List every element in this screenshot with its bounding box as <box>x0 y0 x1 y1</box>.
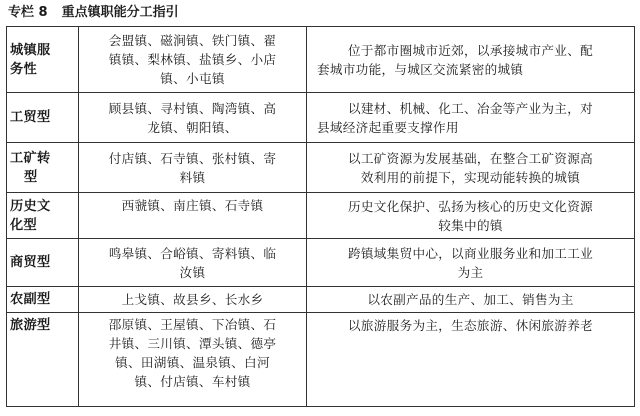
town-list-cell: 西虢镇、南庄镇、石寺镇 <box>79 193 307 239</box>
function-description-cell: 历史文化保护、弘扬为核心的历史文化资源 较集中的镇 <box>307 193 635 239</box>
function-description-cell: 以建材、机械、化工、冶金等产业为主，对 县域经济起重要支撑作用 <box>307 93 635 143</box>
town-type-cell: 农副型 <box>7 287 79 313</box>
function-description-cell: 以工矿资源为发展基础，在整合工矿资源高 效利用的前提下，实现动能转换的城镇 <box>307 143 635 193</box>
document-page <box>6 0 634 416</box>
town-list-cell: 上戈镇、故县乡、长水乡 <box>79 287 307 313</box>
table-row <box>7 287 635 313</box>
function-description-cell: 位于都市圈城市近郊，以承接城市产业、配 套城市功能，与城区交流紧密的城镇 <box>307 27 635 93</box>
table-row <box>7 27 635 93</box>
town-list-cell: 顾县镇、寻村镇、陶湾镇、高 龙镇、朝阳镇、 <box>79 93 307 143</box>
table-row <box>7 93 635 143</box>
table-row <box>7 313 635 407</box>
town-type-cell: 工矿转 型 <box>7 143 79 193</box>
table-heading <box>6 0 634 26</box>
town-type-cell: 旅游型 <box>7 313 79 407</box>
town-list-cell: 付店镇、石寺镇、张村镇、寄 料镇 <box>79 143 307 193</box>
town-list-cell: 邵原镇、王屋镇、下冶镇、石 井镇、三川镇、潭头镇、德亭 镇、田湖镇、温泉镇、白河 镇、付店镇、车村镇 <box>79 313 307 407</box>
town-type-cell: 城镇服 务性 <box>7 27 79 93</box>
town-list-cell: 会盟镇、磁涧镇、铁门镇、翟 镇镇、梨林镇、盐镇乡、小店 镇、小屯镇 <box>79 27 307 93</box>
town-type-cell: 历史文 化型 <box>7 193 79 239</box>
function-description-cell: 跨镇域集贸中心，以商业服务业和加工工业 为主 <box>307 239 635 287</box>
town-type-cell: 工贸型 <box>7 93 79 143</box>
table-row <box>7 193 635 239</box>
town-function-table <box>6 26 635 407</box>
column-number: 专栏 8 <box>8 5 48 20</box>
function-description-cell: 以旅游服务为主，生态旅游、休闲旅游养老 <box>307 313 635 407</box>
town-list-cell: 鸣皋镇、合峪镇、寄料镇、临 汝镇 <box>79 239 307 287</box>
function-description-cell: 以农副产品的生产、加工、销售为主 <box>307 287 635 313</box>
column-title: 重点镇职能分工指引 <box>61 5 179 20</box>
table-row <box>7 239 635 287</box>
table-row <box>7 143 635 193</box>
town-type-cell: 商贸型 <box>7 239 79 287</box>
